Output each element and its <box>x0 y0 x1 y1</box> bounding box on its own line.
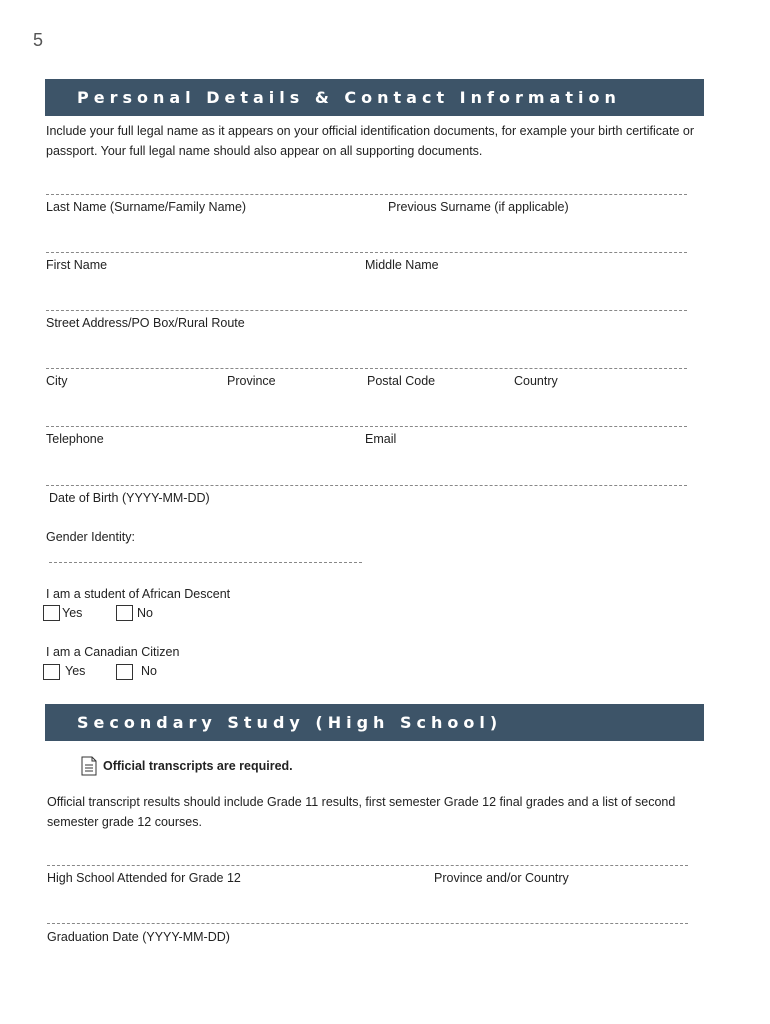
province-label: Province <box>227 374 276 388</box>
postal-code-label: Postal Code <box>367 374 436 388</box>
canadian-citizen-label: I am a Canadian Citizen <box>46 645 180 659</box>
email-label: Email <box>365 432 397 446</box>
country-label: Country <box>514 374 558 388</box>
dob-field[interactable] <box>46 485 687 486</box>
telephone-label: Telephone <box>46 432 104 446</box>
african-descent-label: I am a student of African Descent <box>46 587 231 601</box>
section-heading-secondary: Secondary Study (High School) <box>45 704 704 741</box>
graduation-date-label: Graduation Date (YYYY-MM-DD) <box>47 930 230 944</box>
page-number: 5 <box>33 30 44 50</box>
personal-intro: Include your full legal name as it appears on your official identification documents, for example your birth certificate or passport. Your full legal name should also appear on all supporting documents. <box>46 124 695 158</box>
city-province-field[interactable] <box>46 368 687 369</box>
dob-label: Date of Birth (YYYY-MM-DD) <box>49 491 210 505</box>
middle-name-label: Middle Name <box>365 258 439 272</box>
telephone-email-field[interactable] <box>46 426 687 427</box>
gender-field[interactable] <box>49 562 362 563</box>
canadian-citizen-yes-checkbox[interactable] <box>43 664 60 680</box>
gender-label: Gender Identity: <box>46 530 135 544</box>
city-label: City <box>46 374 68 388</box>
last-name-label: Last Name (Surname/Family Name) <box>46 200 247 214</box>
first-name-field[interactable] <box>46 252 687 253</box>
secondary-intro: Official transcript results should include Grade 11 results, first semester Grade 12 final grades and a list of second semester grade 12 courses. <box>47 795 676 829</box>
high-school-label: High School Attended for Grade 12 <box>47 871 241 885</box>
graduation-date-field[interactable] <box>47 923 688 924</box>
canadian-citizen-no-label: No <box>141 664 157 678</box>
african-descent-no-checkbox[interactable] <box>116 605 133 621</box>
canadian-citizen-yes-label: Yes <box>65 664 86 678</box>
high-school-field[interactable] <box>47 865 688 866</box>
canadian-citizen-no-checkbox[interactable] <box>116 664 133 680</box>
last-name-field[interactable] <box>46 194 687 195</box>
document-icon <box>81 756 97 779</box>
province-country-label: Province and/or Country <box>434 871 569 885</box>
african-descent-yes-checkbox[interactable] <box>43 605 60 621</box>
street-address-field[interactable] <box>46 310 687 311</box>
transcripts-note: Official transcripts are required. <box>103 759 293 773</box>
street-address-label: Street Address/PO Box/Rural Route <box>46 316 245 330</box>
african-descent-yes-label: Yes <box>62 606 83 620</box>
section-heading-personal: Personal Details & Contact Information <box>45 79 704 116</box>
african-descent-no-label: No <box>137 606 153 620</box>
first-name-label: First Name <box>46 258 108 272</box>
previous-surname-label: Previous Surname (if applicable) <box>388 200 569 214</box>
